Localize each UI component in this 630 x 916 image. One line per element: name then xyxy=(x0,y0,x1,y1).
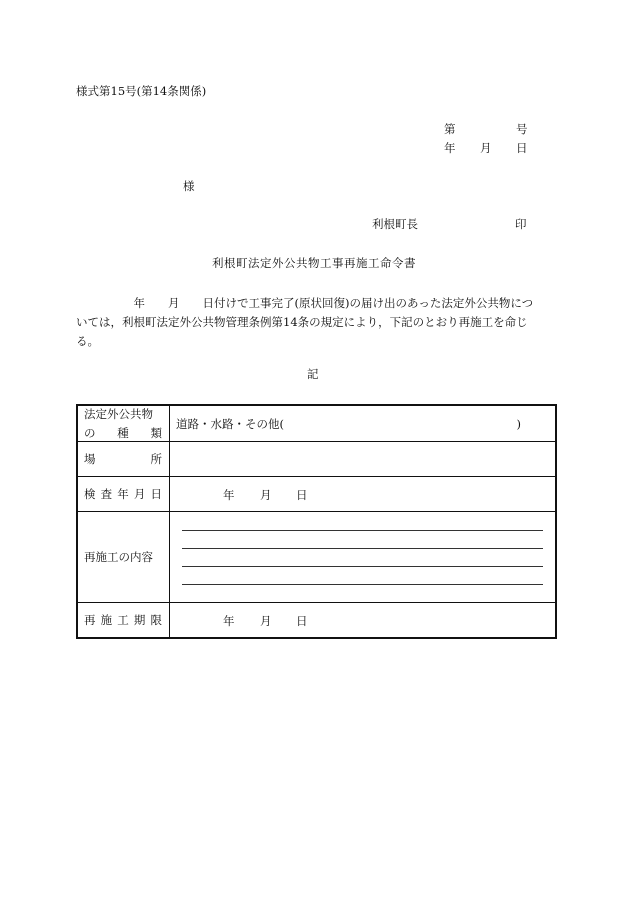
issue-month: 月 xyxy=(480,141,492,155)
writing-line xyxy=(182,548,543,549)
body-line-3: る。 xyxy=(76,334,99,348)
inspection-day: 日 xyxy=(296,488,308,502)
issue-day: 日 xyxy=(516,141,528,155)
writing-line xyxy=(182,566,543,567)
inspection-label-char: 検 xyxy=(84,487,96,501)
table-row-content xyxy=(77,512,556,603)
document-title: 利根町法定外公共物工事再施工命令書 xyxy=(212,256,416,270)
inspection-label-char: 年 xyxy=(117,487,129,501)
place-label-char: 場 xyxy=(84,452,96,466)
deadline-label-char: 工 xyxy=(117,613,129,627)
inspection-label xyxy=(77,477,170,512)
inspection-label-char: 月 xyxy=(133,487,146,501)
type-options: 道路・水路・その他( xyxy=(176,416,284,431)
deadline-value xyxy=(170,603,557,639)
deadline-label-char: 限 xyxy=(150,613,162,627)
type-label-line1: 法定外公共物 xyxy=(84,407,153,421)
issue-year: 年 xyxy=(444,141,456,155)
type-label xyxy=(77,405,170,442)
type-label-char: 類 xyxy=(150,426,162,440)
place-label xyxy=(77,442,170,477)
table-row-inspection-date xyxy=(77,477,556,512)
table-row-deadline xyxy=(77,603,556,639)
deadline-year: 年 xyxy=(223,614,235,628)
inspection-value xyxy=(170,477,557,512)
inspection-month: 月 xyxy=(260,488,272,502)
place-value xyxy=(170,442,557,477)
deadline-label xyxy=(77,603,170,639)
table-row-place xyxy=(77,442,556,477)
deadline-label-char: 施 xyxy=(100,613,113,627)
content-label: 再施工の内容 xyxy=(77,512,170,603)
deadline-label-char: 再 xyxy=(84,613,96,627)
seal-mark: 印 xyxy=(515,217,527,231)
form-number: 様式第15号(第14条関係) xyxy=(76,84,207,98)
writing-line xyxy=(182,584,543,585)
deadline-label-char: 期 xyxy=(133,613,146,627)
content-value xyxy=(170,512,557,603)
type-value xyxy=(170,405,557,442)
deadline-day: 日 xyxy=(296,614,308,628)
type-label-line2 xyxy=(84,425,169,441)
body-line-1: 年 月 日付けで工事完了(原状回復)の届け出のあった法定外公共物につ xyxy=(76,296,534,310)
inspection-label-char: 日 xyxy=(150,487,162,501)
inspection-label-char: 査 xyxy=(100,487,113,501)
type-label-char: の xyxy=(84,426,96,440)
place-label-char: 所 xyxy=(150,452,162,466)
table-row-type xyxy=(77,405,556,442)
type-label-char: 種 xyxy=(117,426,129,440)
addressee: 様 xyxy=(183,179,195,193)
writing-line xyxy=(182,530,543,531)
type-close-paren: ) xyxy=(516,417,521,431)
number-prefix: 第 xyxy=(444,122,456,136)
body-text xyxy=(76,294,556,351)
inspection-year: 年 xyxy=(223,488,235,502)
issuer: 利根町長 xyxy=(372,217,418,231)
deadline-month: 月 xyxy=(260,614,272,628)
ki-heading: 記 xyxy=(307,367,319,381)
body-line-2: いては，利根町法定外公共物管理条例第14条の規定により，下記のとおり再施工を命じ xyxy=(76,315,528,329)
number-suffix: 号 xyxy=(516,122,528,136)
order-details-table xyxy=(76,404,557,639)
